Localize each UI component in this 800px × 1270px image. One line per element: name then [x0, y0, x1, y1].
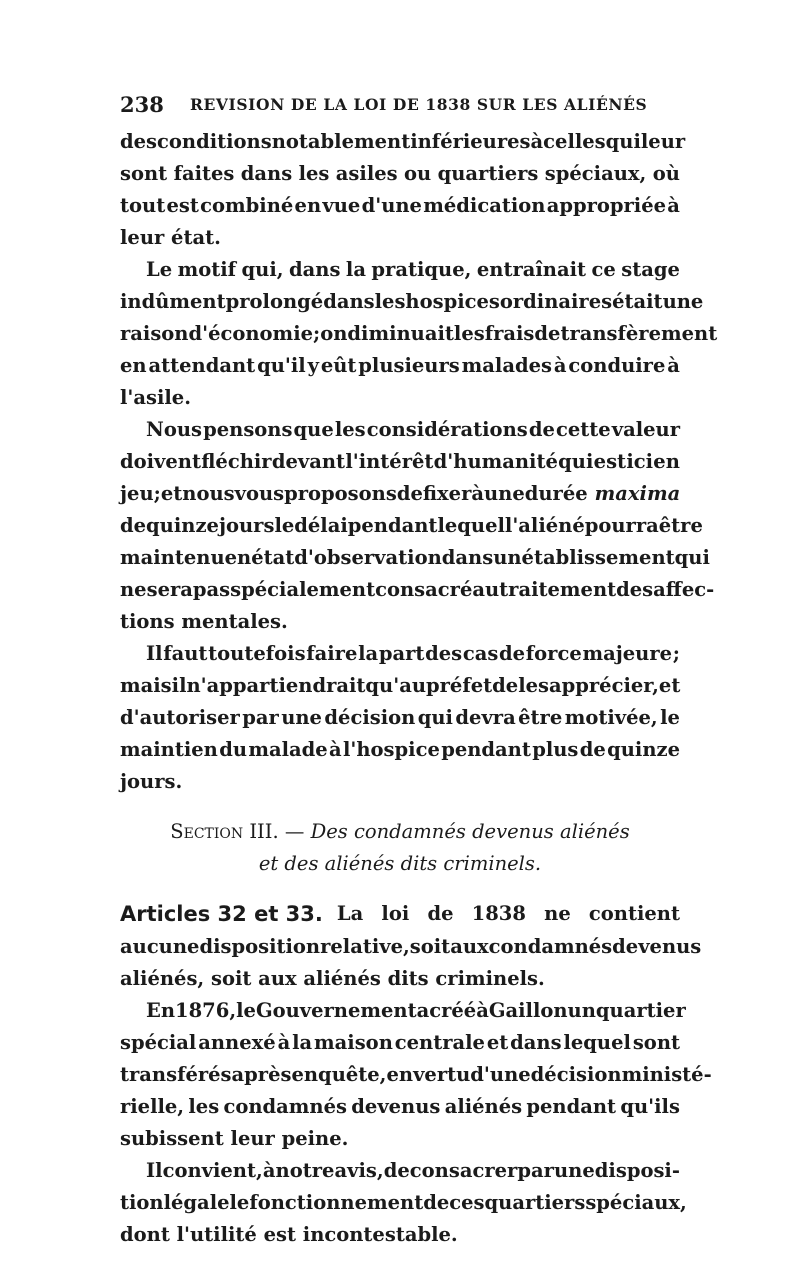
word: médication — [423, 194, 546, 217]
word: dans — [289, 258, 341, 281]
word: de — [396, 482, 423, 505]
word: après — [231, 1063, 292, 1086]
word: ou — [404, 162, 432, 185]
page-number: 238 — [120, 92, 164, 117]
word: pensons — [203, 418, 293, 441]
word: Gaillon — [488, 999, 568, 1022]
word: Le — [146, 258, 173, 281]
word: ordinaires — [499, 290, 613, 313]
word: frais — [484, 322, 535, 345]
word: par — [517, 1159, 554, 1182]
word: considérations — [366, 418, 528, 441]
word: asiles — [335, 162, 398, 185]
word: aliénés — [444, 1095, 523, 1118]
word: contient — [588, 902, 680, 925]
word: celles — [543, 130, 606, 153]
word: centrale — [394, 1031, 485, 1054]
paragraph-line — [120, 1091, 680, 1123]
word: en — [386, 1063, 414, 1086]
section-heading-line2 — [120, 849, 680, 879]
article-label: Articles 32 et 33. — [120, 902, 323, 926]
word: quartier — [595, 999, 686, 1022]
word: spécialement — [230, 578, 376, 601]
word: d'une — [361, 194, 422, 217]
word: jeu — [120, 482, 154, 505]
word: La — [336, 902, 364, 925]
word: une — [662, 290, 704, 313]
word: indûment — [120, 290, 226, 313]
word: nous — [182, 482, 235, 505]
word: en — [224, 546, 252, 569]
paragraph-line — [146, 995, 686, 1027]
paragraph-line: l'asile. — [120, 386, 192, 409]
word: traitement — [499, 578, 617, 601]
word: qui — [674, 546, 710, 569]
word: quartiers — [484, 1191, 586, 1214]
paragraph-line — [120, 670, 680, 702]
word: apprécier, — [548, 674, 659, 697]
word: stage — [621, 258, 680, 281]
word: conduire — [568, 354, 666, 377]
word: l'aliéné — [504, 514, 585, 537]
word: légale — [163, 1191, 230, 1214]
paragraph-line — [120, 446, 680, 478]
word: une — [553, 1159, 595, 1182]
paragraph-line — [120, 702, 680, 734]
word: de — [499, 642, 526, 665]
word: toutefois — [208, 642, 306, 665]
word: un — [567, 999, 596, 1022]
word: jours — [218, 514, 275, 537]
word: par — [242, 706, 279, 729]
word: maintenu — [120, 546, 225, 569]
word: une — [483, 482, 525, 505]
word: ; — [672, 642, 680, 665]
word: la — [345, 258, 366, 281]
word: à — [553, 354, 567, 377]
word: qui — [417, 706, 453, 729]
word: qui — [558, 450, 594, 473]
word: cette — [555, 418, 611, 441]
word: dans — [240, 162, 293, 185]
word: notre — [275, 1159, 335, 1182]
word: en — [653, 450, 680, 473]
word: devenus — [351, 1095, 441, 1118]
word: Il — [146, 642, 163, 665]
word: de — [492, 674, 519, 697]
paragraph-line — [120, 318, 718, 350]
word: Nous — [146, 418, 202, 441]
word: condamnés — [488, 935, 613, 958]
word: une — [281, 706, 322, 729]
word: vertu — [413, 1063, 471, 1086]
word: pas — [192, 578, 231, 601]
word: aucune — [120, 935, 200, 958]
word: d'observation — [294, 546, 442, 569]
section-heading — [120, 817, 680, 847]
word: qu'au — [365, 674, 427, 697]
word: les — [298, 162, 330, 185]
paragraph-line — [120, 126, 686, 158]
word: la — [292, 1031, 313, 1054]
word: eût — [320, 354, 357, 377]
word: en — [120, 354, 147, 377]
word: de — [423, 1191, 450, 1214]
running-title: REVISION DE LA LOI DE 1838 SUR LES ALIÉNÉS — [190, 95, 648, 114]
paragraph-line — [120, 510, 703, 542]
word: pendant — [526, 1095, 617, 1118]
word: l'intérêt — [345, 450, 434, 473]
paragraph-line: aliénés, soit aux aliénés dits criminels. — [120, 967, 545, 990]
paragraph-line: jours. — [120, 770, 183, 793]
word: consacrer — [409, 1159, 518, 1182]
paragraph-line: tions mentales. — [120, 610, 288, 633]
word: ici — [626, 450, 654, 473]
word: cas — [462, 642, 499, 665]
word: ce — [591, 258, 616, 281]
paragraph-line — [120, 350, 680, 382]
word: qui, — [241, 258, 284, 281]
word: de — [120, 514, 147, 537]
word: d'autoriser — [120, 706, 240, 729]
paragraph-line — [120, 574, 715, 606]
word: d'économie — [188, 322, 314, 345]
word: affec- — [653, 578, 715, 601]
word: quinze — [607, 738, 680, 761]
word: pendant — [347, 514, 438, 537]
word: dans — [510, 1031, 562, 1054]
word: soit — [409, 935, 451, 958]
word: on — [320, 322, 348, 345]
word: devra — [455, 706, 516, 729]
word: plusieurs — [358, 354, 460, 377]
word: le — [236, 999, 256, 1022]
word: condamnés — [223, 1095, 347, 1118]
word: raison — [120, 322, 189, 345]
section-title: Des condamnés devenus aliénés — [310, 820, 630, 843]
word: décision — [324, 706, 416, 729]
word: un — [493, 546, 522, 569]
word: doivent — [120, 450, 201, 473]
word: est — [166, 194, 199, 217]
word: consacré — [375, 578, 473, 601]
word: pendant — [441, 738, 531, 761]
paragraph-line — [120, 1027, 680, 1059]
paragraph-line — [120, 1059, 712, 1091]
word: en — [294, 194, 322, 217]
word: disposition — [199, 935, 321, 958]
word: de — [383, 1159, 410, 1182]
word: vous — [234, 482, 285, 505]
word: où — [652, 162, 680, 185]
paragraph-line: dont l'utilité est incontestable. — [120, 1223, 458, 1246]
word: décision — [530, 1063, 622, 1086]
word: durée — [524, 482, 588, 505]
word: à — [476, 999, 489, 1022]
word: les — [374, 290, 406, 313]
paragraph-line-text — [337, 898, 680, 930]
word: de — [427, 902, 454, 925]
word: à — [262, 1159, 276, 1182]
word: force — [525, 642, 582, 665]
word: hospices — [405, 290, 500, 313]
word: pourra — [584, 514, 659, 537]
word: être — [518, 706, 563, 729]
paragraph-line — [120, 190, 680, 222]
word: aux — [450, 935, 489, 958]
word: pratique, — [371, 258, 472, 281]
paragraph-line — [120, 734, 680, 766]
word: les — [334, 418, 366, 441]
word: le — [274, 514, 295, 537]
word: proposons — [284, 482, 397, 505]
word: plus — [532, 738, 579, 761]
paragraph-line — [146, 638, 680, 670]
word: disposi- — [594, 1159, 680, 1182]
word: à — [329, 738, 342, 761]
word: tout — [120, 194, 166, 217]
paragraph-line-text — [120, 478, 588, 510]
word: créé — [429, 999, 477, 1022]
word: la — [358, 642, 379, 665]
paragraph-line — [120, 286, 704, 318]
word: à — [667, 194, 680, 217]
word: le — [229, 1191, 250, 1214]
word: notablement — [271, 130, 411, 153]
word: dans — [323, 290, 375, 313]
word: malade — [248, 738, 328, 761]
word: lequel — [563, 1031, 631, 1054]
word: dans — [441, 546, 494, 569]
word: à — [471, 482, 484, 505]
word: spéciaux, — [544, 162, 647, 185]
paragraph-line — [120, 542, 710, 574]
word: établissement — [521, 546, 675, 569]
word: et — [658, 674, 681, 697]
word: est — [593, 450, 627, 473]
word: ; — [153, 482, 161, 505]
paragraph-line — [120, 898, 680, 930]
word: les — [188, 1095, 220, 1118]
word: ces — [449, 1191, 485, 1214]
italic-term: maxima — [594, 482, 681, 505]
word: diminuait — [347, 322, 454, 345]
word: qu'ils — [620, 1095, 680, 1118]
word: faut — [163, 642, 208, 665]
word: sont — [120, 162, 168, 185]
word: faire — [306, 642, 358, 665]
word: sont — [632, 1031, 680, 1054]
paragraph-line — [146, 414, 680, 446]
word: ne — [544, 902, 571, 925]
word: loi — [381, 902, 410, 925]
word: de — [534, 322, 561, 345]
word: y — [307, 354, 319, 377]
word: il — [171, 674, 187, 697]
paragraph-line: leur état. — [120, 226, 221, 249]
word: devenus — [612, 935, 702, 958]
word: préfet — [426, 674, 493, 697]
word: spécial — [120, 1031, 197, 1054]
word: de — [579, 738, 606, 761]
word: 1838 — [471, 902, 526, 925]
word: et — [160, 482, 183, 505]
word: motif — [177, 258, 237, 281]
word: Gouvernement — [255, 999, 417, 1022]
section-title-continued: et des aliénés dits criminels. — [258, 852, 542, 875]
word: spéciaux, — [585, 1191, 687, 1214]
word: attendant — [148, 354, 256, 377]
word: tion — [120, 1191, 164, 1214]
word: motivée, — [564, 706, 658, 729]
word: malades — [461, 354, 552, 377]
word: le — [660, 706, 680, 729]
word: des — [120, 130, 158, 153]
word: état — [251, 546, 295, 569]
word: les — [453, 322, 485, 345]
word: annexé — [198, 1031, 276, 1054]
paragraph-line — [146, 1155, 680, 1187]
paragraph-line — [146, 254, 680, 286]
word: quinze — [146, 514, 219, 537]
word: transférés — [120, 1063, 232, 1086]
word: était — [612, 290, 663, 313]
word: enquête, — [291, 1063, 387, 1086]
word: sera — [146, 578, 193, 601]
word: maintien — [120, 738, 218, 761]
word: l'hospice — [342, 738, 440, 761]
word: et — [486, 1031, 509, 1054]
word: 1876, — [175, 999, 237, 1022]
word: relative, — [320, 935, 410, 958]
word: prolongé — [225, 290, 324, 313]
word: mais — [120, 674, 172, 697]
word: lequel — [437, 514, 505, 537]
paragraph-line: subissent leur peine. — [120, 1127, 349, 1150]
paragraph-line — [120, 158, 680, 190]
word: n'appartiendrait — [186, 674, 366, 697]
word: leur — [640, 130, 686, 153]
word: à — [530, 130, 544, 153]
word: à — [667, 354, 680, 377]
word: faites — [173, 162, 235, 185]
word: à — [277, 1031, 291, 1054]
word: Il — [146, 1159, 163, 1182]
word: qu'il — [257, 354, 306, 377]
word: combiné — [200, 194, 294, 217]
word: a — [416, 999, 430, 1022]
word: transfèrement — [560, 322, 718, 345]
word: de — [528, 418, 555, 441]
word: quartiers — [437, 162, 539, 185]
word: ; — [313, 322, 321, 345]
word: des — [616, 578, 654, 601]
word: du — [219, 738, 247, 761]
word: devant — [271, 450, 346, 473]
word: d'humanité — [433, 450, 558, 473]
word: rielle, — [120, 1095, 185, 1118]
word: ministé- — [621, 1063, 712, 1086]
word: vue — [322, 194, 361, 217]
word: fonctionnement — [249, 1191, 424, 1214]
running-header — [120, 92, 680, 118]
word: être — [658, 514, 703, 537]
word: des — [425, 642, 463, 665]
word: inférieures — [410, 130, 531, 153]
word: les — [518, 674, 549, 697]
word: appropriée — [546, 194, 667, 217]
word: délai — [294, 514, 348, 537]
section-label: Section III. — — [170, 820, 305, 843]
word: qui — [605, 130, 641, 153]
paragraph-line — [120, 1187, 687, 1219]
word: entraînait — [476, 258, 586, 281]
word: majeure — [582, 642, 673, 665]
paragraph-line — [120, 931, 702, 963]
word: ne — [120, 578, 147, 601]
word: d'une — [470, 1063, 531, 1086]
word: convient, — [162, 1159, 263, 1182]
word: fléchir — [201, 450, 272, 473]
word: au — [472, 578, 500, 601]
word: conditions — [157, 130, 272, 153]
word: maison — [314, 1031, 393, 1054]
word: fixer — [422, 482, 472, 505]
word: que — [293, 418, 334, 441]
paragraph-line — [120, 478, 680, 510]
word: avis, — [334, 1159, 384, 1182]
word: part — [378, 642, 425, 665]
word: En — [146, 999, 176, 1022]
word: valeur — [611, 418, 680, 441]
